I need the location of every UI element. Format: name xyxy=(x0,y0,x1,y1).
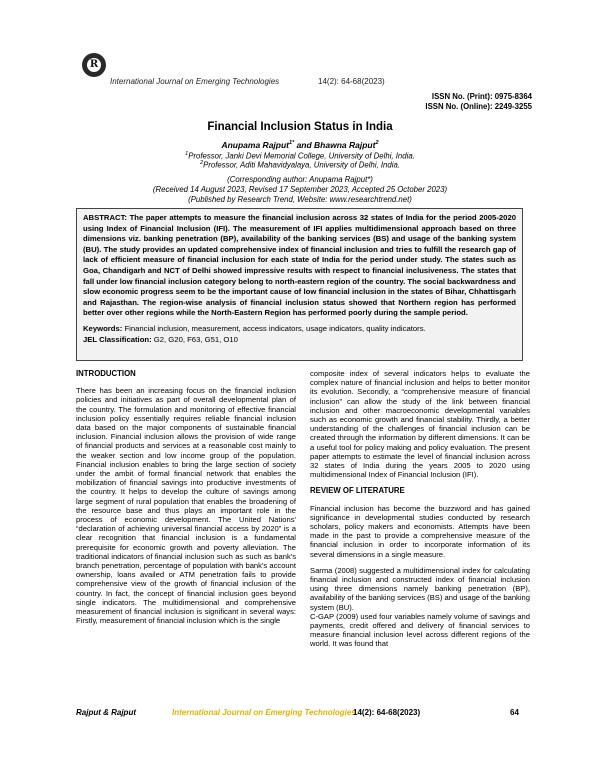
affiliation-text: Professor, Aditi Mahavidyalaya, University of Delhi, India. xyxy=(203,160,400,170)
author-joiner: and xyxy=(294,140,315,150)
author-superscript: 2 xyxy=(375,140,379,147)
journal-logo: R xyxy=(82,53,106,77)
jel-text: G2, G20, F63, G51, O10 xyxy=(153,334,238,344)
introduction-heading: INTRODUCTION xyxy=(76,369,136,378)
introduction-paragraph-continued: composite index of several indicators helps to evaluate the complex nature of financial inclusion and helps to better monitor its evolution. Secondly, a “comprehensive measure of financial inclusion” can allow the study of the link between financial inclusion and other macroeconomic developmental variables such as economic growth and financial stability. Thirdly, a better understanding of the challenges of financial inclusion can be created through the information by different dimensions. It can be a useful tool for policy making and policy evaluation. The present paper attempts to estimate the level of financial inclusion across 32 states of India during the years 2005 to 2020 using multidimensional Index of Financial Inclusion (IFI). xyxy=(310,369,530,480)
affiliation-superscript: 1 xyxy=(185,151,189,157)
abstract-label: ABSTRACT: xyxy=(83,213,127,222)
footer-journal: International Journal on Emerging Technologies xyxy=(172,708,356,717)
publisher-line: (Published by Research Trend, Website: www.researchtrend.net) xyxy=(188,195,412,204)
footer-volume-issue: 14(2): 64-68(2023) xyxy=(353,708,421,717)
introduction-paragraph: There has been an increasing focus on the financial inclusion policies and initiatives as part of overall developmental plan of the country. The formulation and monitoring of effective financial inclusion policy essentially requires reliable financial inclusion data based on the major components of sustainable financial inclusion. Financial inclusion allows the provision of wide range of financial products and services at a reasonable cost mainly to the weaker section and low income group of the population. Financial inclusion enables to bring the large section of society under the ambit of formal financial network that enables the mobilization of financial savings into productive investments of the country. It helps to develop the culture of savings among large segment of rural population that enables the broadening of the resource base and thus plays an important role in the process of economic development. The United Nations' “declaration of achieving universal financial access by 2020” is a clear recognition that financial inclusion is a fundamental prerequisite for economic growth and poverty alleviation. The traditional indicators of financial inclusion such as such as bank's branch penetration, percentage of population with bank's account ownership, loans availed or ATM penetration fails to provide comprehensive view of the growth of financial inclusion of the country. In fact, the concept of financial inclusion goes beyond single indicators. The multidimensional and comprehensive measurement of financial inclusion is significant in several ways: Firstly, measurement of financial inclusion which is the single xyxy=(76,386,296,626)
review-heading: REVIEW OF LITERATURE xyxy=(310,486,405,496)
paper-title: Financial Inclusion Status in India xyxy=(207,121,393,133)
corresponding-author: (Corresponding author: Anupama Rajput*) xyxy=(227,175,373,184)
jel-line xyxy=(83,335,516,346)
author-name: Anupama Rajput xyxy=(221,140,289,150)
author-name: Bhawna Rajput xyxy=(314,140,376,150)
issn-online: ISSN No. (Online): 2249-3255 xyxy=(425,102,532,111)
author-line xyxy=(0,140,600,150)
issn-print: ISSN No. (Print): 0975-8364 xyxy=(431,92,532,101)
keywords-text: Financial inclusion, measurement, access indicators, usage indicators, quality indicators. xyxy=(124,323,426,333)
abstract-box xyxy=(76,208,523,361)
abstract-paragraph xyxy=(83,213,516,319)
left-column xyxy=(76,369,296,632)
author-superscript: 1* xyxy=(289,140,295,147)
affiliation-superscript: 2 xyxy=(200,160,204,166)
review-paragraph: Financial inclusion has become the buzzword and has gained significance in developmental studies conducted by research scholars, policy makers and economists. Attempts have been made in the past to provide a comprehensive measure of the financial inclusion in order to incorporate information of its several dimensions in a single measure. xyxy=(310,503,530,559)
header-volume-issue: 14(2): 64-68(2023) xyxy=(318,77,385,86)
affiliation-2 xyxy=(0,160,600,170)
abstract-text: The paper attempts to measure the financial inclusion across 32 states of India for the period 2005-2020 using Index of Financial Inclusion (IFI). The measurement of IFI applies multidimensional approach based on three dimensions viz. banking penetration (BP), availability of the banking services (BS) and usage of the banking system (BU). The study provides an updated comprehensive index of financial inclusion and tries to fulfill the research gap of lack of efficient measure of financial inclusion for each state of India for the period under study. The states such as Goa, Chandigarh and NCT of Delhi showed impressive results with respect to financial inclusiveness. The states that fall under low financial inclusion category belong to north-eastern region of the country. The social backwardness and slow economic progress seem to be the important cause of low financial inclusion in the states of Bihar, Chhattisgarh and Rajasthan. The region-wise analysis of financial inclusion status showed that Northern region has performed better over other regions while the North-Eastern Region has performed poorly during the sample period. xyxy=(83,213,516,318)
right-column xyxy=(310,369,530,649)
review-paragraph: C-GAP (2009) used four variables namely volume of savings and payments, credit offered and delivery of financial services to measure financial inclusion level across different regions of the world. It was found that xyxy=(310,611,530,649)
jel-label: JEL Classification: xyxy=(83,334,152,344)
review-paragraph: Sarma (2008) suggested a multidimensional index for calculating financial inclusion and constructed index of financial inclusion using three dimensions namely banking penetration (BP), availability of the banking services (BS) and usage of the banking system (BU). xyxy=(310,565,530,612)
keywords-line xyxy=(83,324,516,335)
received-dates: (Received 14 August 2023, Revised 17 September 2023, Accepted 25 October 2023) xyxy=(152,185,448,194)
footer-authors: Rajput & Rajput xyxy=(76,708,136,717)
keywords-label: Keywords: xyxy=(83,323,123,333)
footer-page-number: 64 xyxy=(510,708,519,717)
header-journal-name: International Journal on Emerging Technologies xyxy=(110,77,280,86)
affiliation-text: Professor, Janki Devi Memorial College, University of Delhi, India. xyxy=(188,151,415,161)
